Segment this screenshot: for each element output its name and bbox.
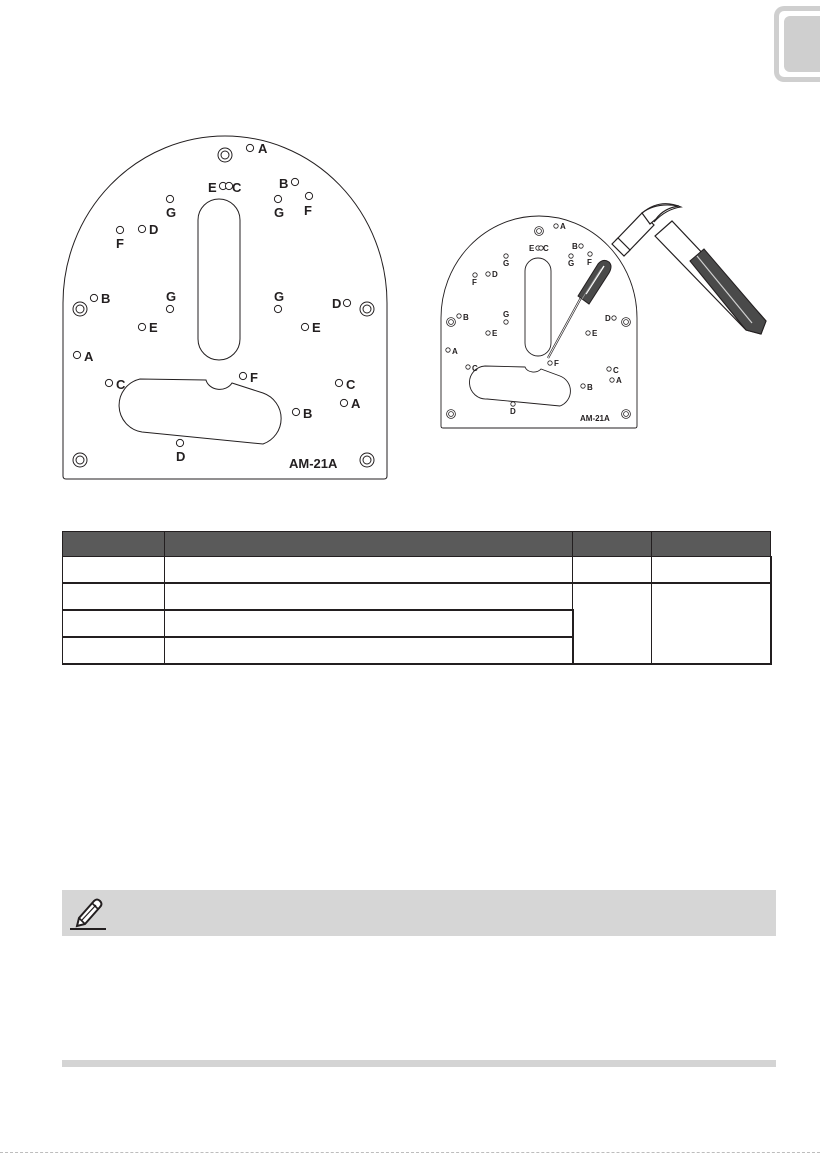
hole-label-c: C [613, 366, 619, 375]
plate-model-label: AM-21A [289, 456, 338, 471]
hole-label-c: C [543, 244, 549, 253]
mounting-figures [0, 0, 820, 500]
hole-label-d: D [510, 407, 516, 416]
table-header-row [63, 532, 771, 557]
table-header-cell [652, 532, 771, 557]
hole-label-e: E [492, 329, 498, 338]
screw-hole-top [218, 148, 232, 162]
hole-label-d: D [176, 449, 186, 464]
hole-label-g: G [274, 205, 285, 220]
hole-label-f: F [472, 278, 477, 287]
hole-label-f: F [554, 359, 559, 368]
hole-label-f: F [587, 258, 592, 267]
table-cell [652, 557, 771, 584]
table-cell [63, 557, 165, 584]
hole-label-g: G [503, 310, 510, 319]
table-cell [63, 637, 165, 664]
hole-label-g: G [166, 289, 177, 304]
hole-label-e: E [312, 320, 321, 335]
screw-hole-bottom-right [360, 453, 374, 467]
hole-label-b: B [463, 313, 469, 322]
table-cell-merged [652, 583, 771, 664]
hole-label-b: B [101, 291, 111, 306]
hole-label-b: B [279, 176, 289, 191]
screw-hole-bottom-left [73, 453, 87, 467]
hole-label-f: F [250, 370, 258, 385]
hole-label-d: D [605, 314, 611, 323]
table-cell [165, 610, 573, 637]
hole-label-g: G [503, 259, 510, 268]
hole-label-a: A [616, 376, 622, 385]
hole-label-a: A [351, 396, 361, 411]
hole-label-e: E [529, 244, 535, 253]
hole-label-g: G [568, 259, 575, 268]
plate-model-label: AM-21A [580, 414, 610, 423]
mounting-plate-large [63, 136, 387, 479]
hole-label-e: E [149, 320, 158, 335]
table-header-cell [63, 532, 165, 557]
hole-label-b: B [587, 383, 593, 392]
hole-label-f: F [304, 203, 312, 218]
hole-label-a: A [560, 222, 566, 231]
hole-label-e: E [592, 329, 598, 338]
hole-label-b: B [572, 242, 578, 251]
pencil-icon [68, 896, 108, 932]
hole-label-a: A [452, 347, 458, 356]
table-row [63, 557, 771, 584]
hole-label-g: G [274, 289, 285, 304]
table-cell [63, 583, 165, 610]
hole-label-g: G [166, 205, 177, 220]
spec-table [62, 531, 772, 665]
hole-label-c: C [472, 364, 478, 373]
hole-label-d: D [492, 270, 498, 279]
screw-hole-left [73, 302, 87, 316]
hole-label-f: F [116, 236, 124, 251]
hole-label-c: C [116, 377, 126, 392]
hole-label-b: B [303, 406, 313, 421]
table-header-cell [165, 532, 573, 557]
table-cell [165, 557, 573, 584]
hole-label-a: A [84, 349, 94, 364]
hole-label-c: C [346, 377, 356, 392]
table-cell-merged [573, 583, 652, 664]
hole-label-a: A [258, 141, 268, 156]
table-header-cell [573, 532, 652, 557]
screw-hole-right [360, 302, 374, 316]
hole-label-d: D [332, 296, 342, 311]
vertical-slot [525, 258, 551, 356]
table-row [63, 583, 771, 610]
table-cell [165, 637, 573, 664]
vertical-slot [198, 199, 240, 360]
bottom-divider [62, 1060, 776, 1067]
note-banner [62, 890, 776, 936]
hole-label-e: E [208, 180, 217, 195]
table-cell [165, 583, 573, 610]
table-cell [63, 610, 165, 637]
page-crop-line [0, 1152, 820, 1153]
mounting-plate-small [441, 216, 637, 428]
hole-label-d: D [149, 222, 159, 237]
hole-label-c: C [232, 180, 242, 195]
table-cell [573, 557, 652, 584]
